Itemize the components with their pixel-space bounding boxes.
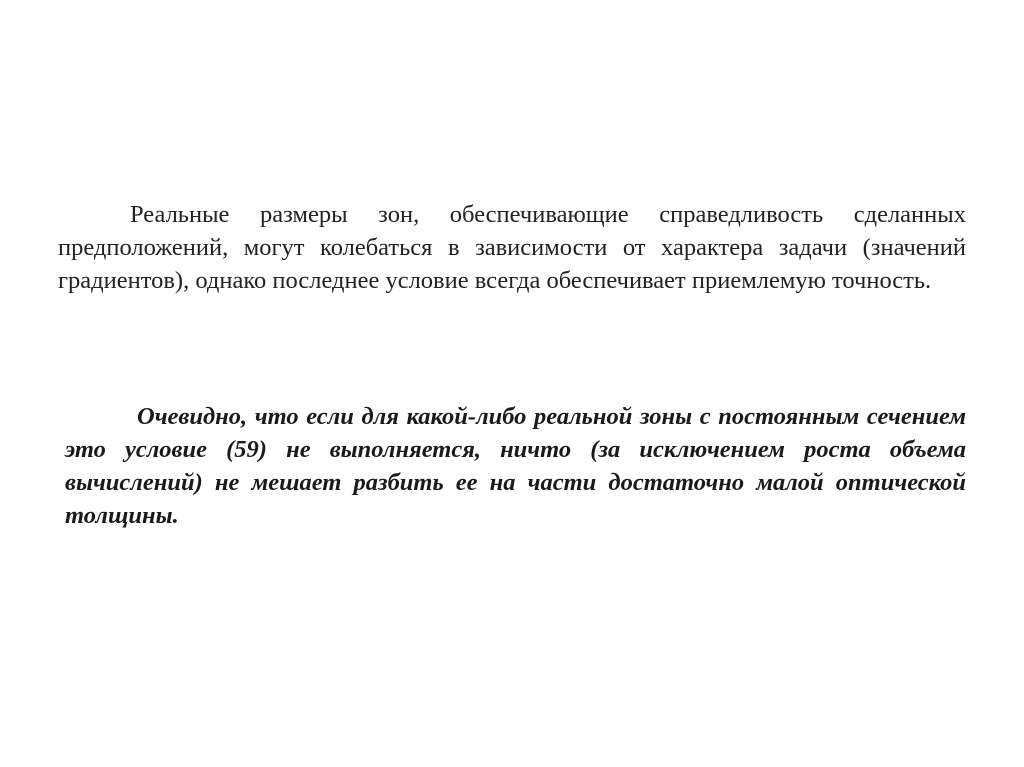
body-paragraph-1: Реальные размеры зон, обеспечивающие справедливость сделанных предположений, могут колебаться в зависимости от характера задачи (значений градиентов), однако последнее условие всегда обеспечивает приемлемую точность. [58,201,966,294]
emphasized-paragraph-2: Очевидно, что если для какой-либо реальной зоны с постоянным сечением это условие (59) не выполняется, ничто (за исключением роста объема вычислений) не мешает разбить ее на части достаточно малой оптической толщины. [65,403,966,529]
